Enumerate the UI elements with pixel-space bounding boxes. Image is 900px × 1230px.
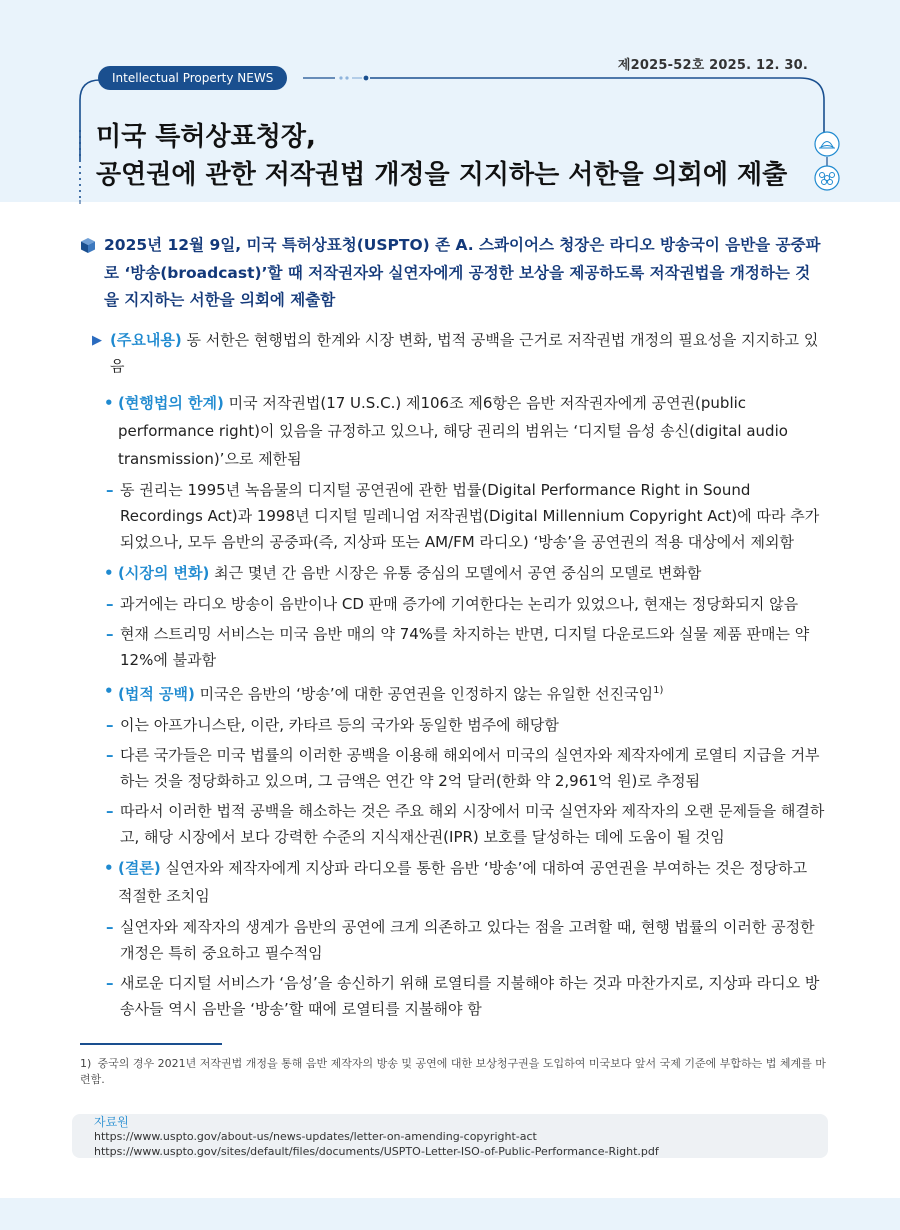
- dash-bullet-icon: –: [106, 973, 114, 992]
- summary-text: 동 서한은 현행법의 한계와 시장 변화, 법적 공백을 근거로 저작권법 개정의 필요성을 지지하고 있음: [110, 330, 819, 375]
- dash-bullet-icon: –: [106, 745, 114, 764]
- bullet-item-conclusion: [80, 854, 825, 910]
- dash-item: [80, 712, 825, 738]
- dash-item: [80, 742, 825, 794]
- dot-bullet-icon: •: [104, 393, 114, 412]
- dash-bullet-icon: –: [106, 480, 114, 499]
- title-line-2: 공연권에 관한 저작권법 개정을 지지하는 서한을 의회에 제출: [96, 160, 788, 190]
- gap-text: 미국은 음반의 ‘방송’에 대한 공연권을 인정하지 않는 유일한 선진국임: [194, 684, 654, 703]
- footnote-text: 중국의 경우 2021년 저작권법 개정을 통해 음반 제작자의 방송 및 공연에 대한 보상청구권을 도입하여 미국보다 앞서 국제 기준에 부합하는 법 체계를 마련함.: [80, 1057, 826, 1086]
- market-detail-2: 현재 스트리밍 서비스는 미국 음반 매의 약 74%를 차지하는 반면, 디지털 다운로드와 실물 제품 판매는 약 12%에 불과함: [120, 624, 810, 669]
- source-link-1[interactable]: https://www.uspto.gov/about-us/news-updates/letter-on-amending-copyright-act: [94, 1130, 537, 1143]
- dash-item: [80, 914, 825, 966]
- lead-paragraph: [80, 232, 825, 315]
- gap-detail-2: 다른 국가들은 미국 법률의 이러한 공백을 이용해 해외에서 미국의 실연자와 제작자에게 로열티 지급을 거부하는 것을 정당화하고 있으며, 그 금액은 연간 약 2억 달러(한화 약 2,961억 원)로 추정됨: [120, 745, 820, 790]
- dash-item: [80, 970, 825, 1022]
- summary-item: [80, 327, 825, 379]
- conclusion-detail-1: 실연자와 제작자의 생계가 음반의 공연에 크게 의존하고 있다는 점을 고려할 때, 현행 법률의 이러한 공정한 개정은 특히 중요하고 필수적임: [120, 917, 815, 962]
- dot-bullet-icon: •: [104, 858, 114, 877]
- dash-item: [80, 798, 825, 850]
- bullet-item-limits: [80, 389, 825, 473]
- bullet-item-market: [80, 559, 825, 587]
- triangle-bullet-icon: ▶: [92, 332, 102, 348]
- lead-text: 2025년 12월 9일, 미국 특허상표청(USPTO) 존 A. 스콰이어스 청장은 라디오 방송국이 음반을 공중파로 ‘방송(broadcast)’할 때 저작권자와 실연자에게 공정한 보상을 제공하도록 저작권법을 개정하는 것을 지지하는 서한을 의회에 제출함: [104, 236, 821, 309]
- limits-text: 미국 저작권법(17 U.S.C.) 제106조 제6항은 음반 저작권자에게 공연권(public performance right)이 있음을 규정하고 있으나, 해당 권리의 범위는 ‘디지털 음성 송신(digital audio transmission)’으로 제한됨: [118, 393, 788, 468]
- summary-tag: (주요내용): [110, 330, 182, 349]
- lotus-icon: [815, 132, 839, 156]
- gap-detail-1: 이는 아프가니스탄, 이란, 카타르 등의 국가와 동일한 범주에 해당함: [120, 715, 559, 734]
- footer-band: [0, 1198, 900, 1230]
- dash-bullet-icon: –: [106, 594, 114, 613]
- dash-bullet-icon: –: [106, 917, 114, 936]
- dash-item: [80, 477, 825, 555]
- gap-tag: (법적 공백): [118, 684, 195, 703]
- dash-bullet-icon: –: [106, 624, 114, 643]
- side-decoration: [812, 130, 842, 192]
- market-tag: (시장의 변화): [118, 563, 210, 582]
- title-line-1: 미국 특허상표청장,: [96, 122, 316, 152]
- newsletter-badge: Intellectual Property NEWS: [98, 66, 287, 90]
- market-detail-1: 과거에는 라디오 방송이 음반이나 CD 판매 증가에 기여한다는 논리가 있었으나, 현재는 정당화되지 않음: [120, 594, 799, 613]
- footnote-divider: [80, 1043, 222, 1045]
- article-body: [80, 232, 825, 1026]
- source-label: 자료원: [94, 1115, 129, 1129]
- flower-icon: [815, 166, 839, 190]
- dash-bullet-icon: –: [106, 715, 114, 734]
- dash-item: [80, 591, 825, 617]
- bullet-item-gap: [80, 677, 825, 708]
- limits-tag: (현행법의 한계): [118, 393, 224, 412]
- gap-detail-3: 따라서 이러한 법적 공백을 해소하는 것은 주요 해외 시장에서 미국 실연자와 제작자의 오랜 문제들을 해결하고, 해당 시장에서 보다 강력한 수준의 지식재산권(IPR) 보호를 달성하는 데에 도움이 될 것임: [120, 801, 825, 846]
- page-title: [96, 118, 816, 194]
- footnote-number: 1): [80, 1057, 92, 1070]
- footnote-ref[interactable]: 1): [653, 684, 664, 696]
- dot-bullet-icon: •: [104, 563, 114, 582]
- limits-detail-1: 동 권리는 1995년 녹음물의 디지털 공연권에 관한 법률(Digital Performance Right in Sound Recordings Act)과 1998년 디지털 밀레니엄 저작권법(Digital Millennium Copyright Act)에 따라 추가되었으나, 모두 음반의 공중파(즉, 지상파 또는 AM/FM 라디오) ‘방송’을 공연권의 적용 대상에서 제외함: [120, 480, 820, 551]
- cube-bullet-icon: [80, 237, 96, 254]
- dash-bullet-icon: –: [106, 801, 114, 820]
- conclusion-text: 실연자와 제작자에게 지상파 라디오를 통한 음반 ‘방송’에 대하여 공연권을 부여하는 것은 정당하고 적절한 조치임: [118, 858, 808, 905]
- footnote: [80, 1056, 830, 1088]
- dot-bullet-icon: •: [104, 681, 114, 700]
- dash-item: [80, 621, 825, 673]
- source-link-2[interactable]: https://www.uspto.gov/sites/default/files/documents/USPTO-Letter-ISO-of-Public-Performance-Right.pdf: [94, 1145, 659, 1158]
- conclusion-detail-2: 새로운 디지털 서비스가 ‘음성’을 송신하기 위해 로열티를 지불해야 하는 것과 마찬가지로, 지상파 라디오 방송사들 역시 음반을 ‘방송’할 때에 로열티를 지불해야 함: [120, 973, 820, 1018]
- issue-number-date: 제2025-52호 2025. 12. 30.: [617, 58, 808, 73]
- market-text: 최근 몇년 간 음반 시장은 유통 중심의 모델에서 공연 중심의 모델로 변화함: [209, 563, 702, 582]
- conclusion-tag: (결론): [118, 858, 161, 877]
